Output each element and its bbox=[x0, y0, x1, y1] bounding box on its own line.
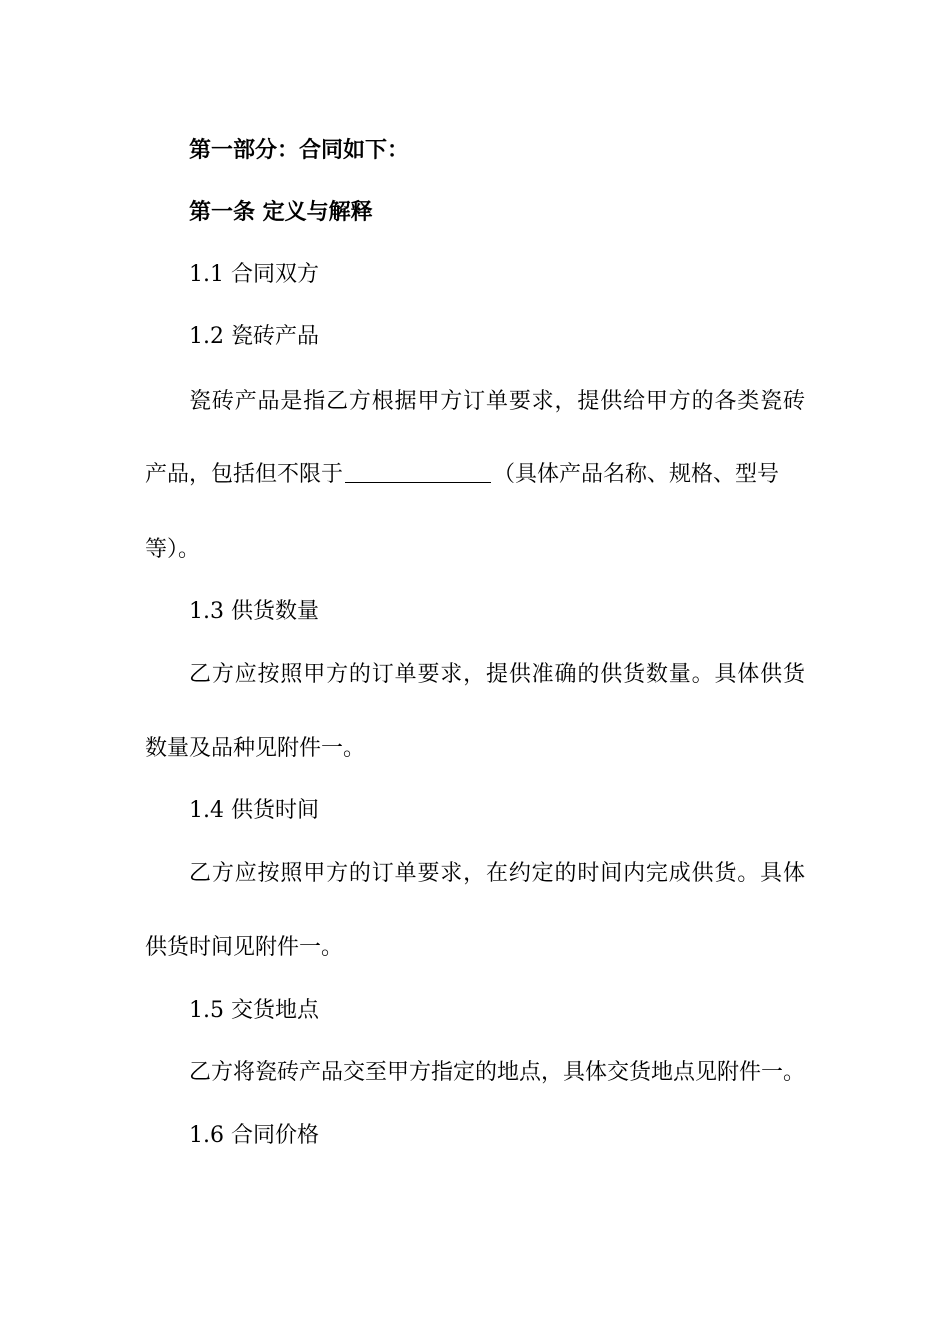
section-1-2-body-line-1: 瓷砖产品是指乙方根据甲方订单要求，提供给甲方的各类瓷砖 bbox=[189, 389, 805, 414]
body-text-before-blank: 产品，包括但不限于 bbox=[145, 462, 344, 487]
fill-in-blank bbox=[345, 460, 491, 483]
section-title-1-6: 1.6 合同价格 bbox=[189, 1123, 319, 1148]
section-title-1-2: 1.2 瓷砖产品 bbox=[189, 324, 319, 349]
section-1-5-body-line-1: 乙方将瓷砖产品交至甲方指定的地点，具体交货地点见附件一。 bbox=[189, 1060, 806, 1085]
section-1-4-body-line-2: 供货时间见附件一。 bbox=[145, 935, 344, 960]
section-1-2-body-line-3: 等）。 bbox=[145, 537, 201, 562]
section-title-1-1: 1.1 合同双方 bbox=[189, 262, 319, 287]
section-title-1-3: 1.3 供货数量 bbox=[189, 599, 319, 624]
body-text-after-blank: （具体产品名称、规格、型号 bbox=[493, 462, 780, 487]
section-1-3-body-line-1: 乙方应按照甲方的订单要求，提供准确的供货数量。具体供货 bbox=[189, 662, 805, 687]
section-title-1-5: 1.5 交货地点 bbox=[189, 998, 319, 1023]
part-heading: 第一部分：合同如下： bbox=[189, 138, 410, 163]
section-1-2-body-line-2 bbox=[145, 460, 805, 490]
article-heading: 第一条 定义与解释 bbox=[189, 200, 373, 225]
section-title-1-4: 1.4 供货时间 bbox=[189, 798, 319, 823]
section-1-4-body-line-1: 乙方应按照甲方的订单要求，在约定的时间内完成供货。具体 bbox=[189, 861, 805, 886]
section-1-3-body-line-2: 数量及品种见附件一。 bbox=[145, 736, 366, 761]
